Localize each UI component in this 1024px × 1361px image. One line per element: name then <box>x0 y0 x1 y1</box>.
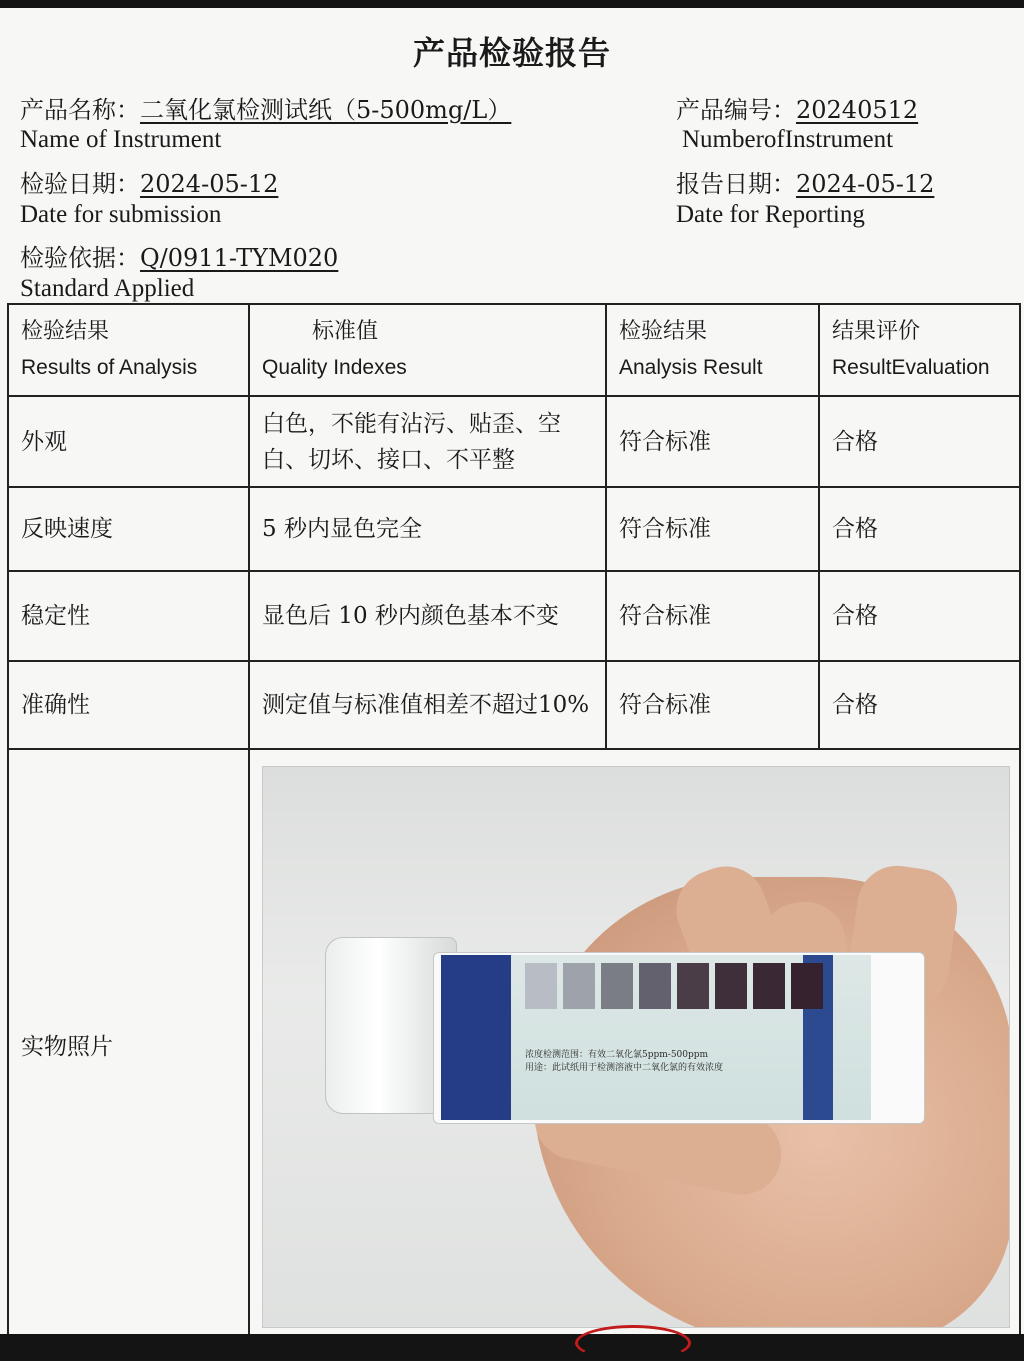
row-evaluation: 合格 <box>819 396 1020 487</box>
row-item: 外观 <box>8 396 249 487</box>
standard-line <box>20 238 338 273</box>
row-item: 稳定性 <box>8 571 249 661</box>
report-date-en: Date for Reporting <box>676 201 865 228</box>
color-swatch <box>791 963 823 1009</box>
product-no-line <box>676 90 918 125</box>
header-item: 检验结果 Results of Analysis <box>8 304 249 396</box>
row-standard: 白色，不能有沾污、贴歪、空白、切坏、接口、不平整 <box>249 396 606 487</box>
photo-row <box>8 749 1020 1334</box>
product-name-label: 产品名称： <box>20 96 140 124</box>
tube-label-band <box>441 955 511 1120</box>
photo-label: 实物照片 <box>8 749 249 1334</box>
row-standard: 测定值与标准值相差不超过10% <box>249 661 606 749</box>
product-no-label: 产品编号： <box>676 96 796 124</box>
report-date-value: 2024-05-12 <box>796 170 935 198</box>
row-standard: 5 秒内显色完全 <box>249 487 606 571</box>
row-result: 符合标准 <box>606 661 819 749</box>
test-date-value: 2024-05-12 <box>140 170 279 198</box>
header-result: 检验结果 Analysis Result <box>606 304 819 396</box>
row-evaluation: 合格 <box>819 661 1020 749</box>
color-swatch <box>525 963 557 1009</box>
report-page <box>0 8 1024 1334</box>
product-photo <box>262 766 1010 1328</box>
tube-label-text <box>525 1049 795 1091</box>
color-chart <box>525 963 823 1009</box>
color-swatch <box>677 963 709 1009</box>
product-name-en: Name of Instrument <box>20 126 222 153</box>
results-table <box>7 303 1021 1334</box>
red-mark <box>575 1325 691 1361</box>
color-swatch <box>715 963 747 1009</box>
table-row <box>8 396 1020 487</box>
table-row <box>8 661 1020 749</box>
tube-label-line: 浓度检测范围：有效二氧化氯5ppm-500ppm <box>525 1050 709 1060</box>
product-no-value: 20240512 <box>796 96 919 124</box>
test-date-label: 检验日期： <box>20 170 140 198</box>
test-date-line <box>20 164 278 199</box>
report-date-label: 报告日期： <box>676 170 796 198</box>
product-name-value: 二氧化氯检测试纸（5-500mg/L） <box>140 96 512 124</box>
standard-label: 检验依据： <box>20 244 140 272</box>
row-evaluation: 合格 <box>819 487 1020 571</box>
header-evaluation: 结果评价 ResultEvaluation <box>819 304 1020 396</box>
header-standard: 标准值 Quality Indexes <box>249 304 606 396</box>
report-date-line <box>676 164 934 199</box>
row-item: 反映速度 <box>8 487 249 571</box>
row-result: 符合标准 <box>606 571 819 661</box>
row-result: 符合标准 <box>606 396 819 487</box>
standard-en: Standard Applied <box>20 275 195 302</box>
table-row <box>8 487 1020 571</box>
color-swatch <box>563 963 595 1009</box>
photo-cell <box>249 749 1020 1334</box>
color-swatch <box>639 963 671 1009</box>
product-name-line <box>20 90 511 125</box>
report-title: 产品检验报告 <box>412 34 611 72</box>
table-header-row <box>8 304 1020 396</box>
color-swatch <box>753 963 785 1009</box>
row-result: 符合标准 <box>606 487 819 571</box>
row-standard: 显色后 10 秒内颜色基本不变 <box>249 571 606 661</box>
product-no-en: NumberofInstrument <box>682 126 894 153</box>
row-item: 准确性 <box>8 661 249 749</box>
color-swatch <box>601 963 633 1009</box>
row-evaluation: 合格 <box>819 571 1020 661</box>
standard-value: Q/0911-TYM020 <box>140 244 339 272</box>
tube-label-line: 用途：此试纸用于检测溶液中二氧化氯的有效浓度 <box>525 1063 724 1073</box>
table-row <box>8 571 1020 661</box>
test-date-en: Date for submission <box>20 201 222 228</box>
